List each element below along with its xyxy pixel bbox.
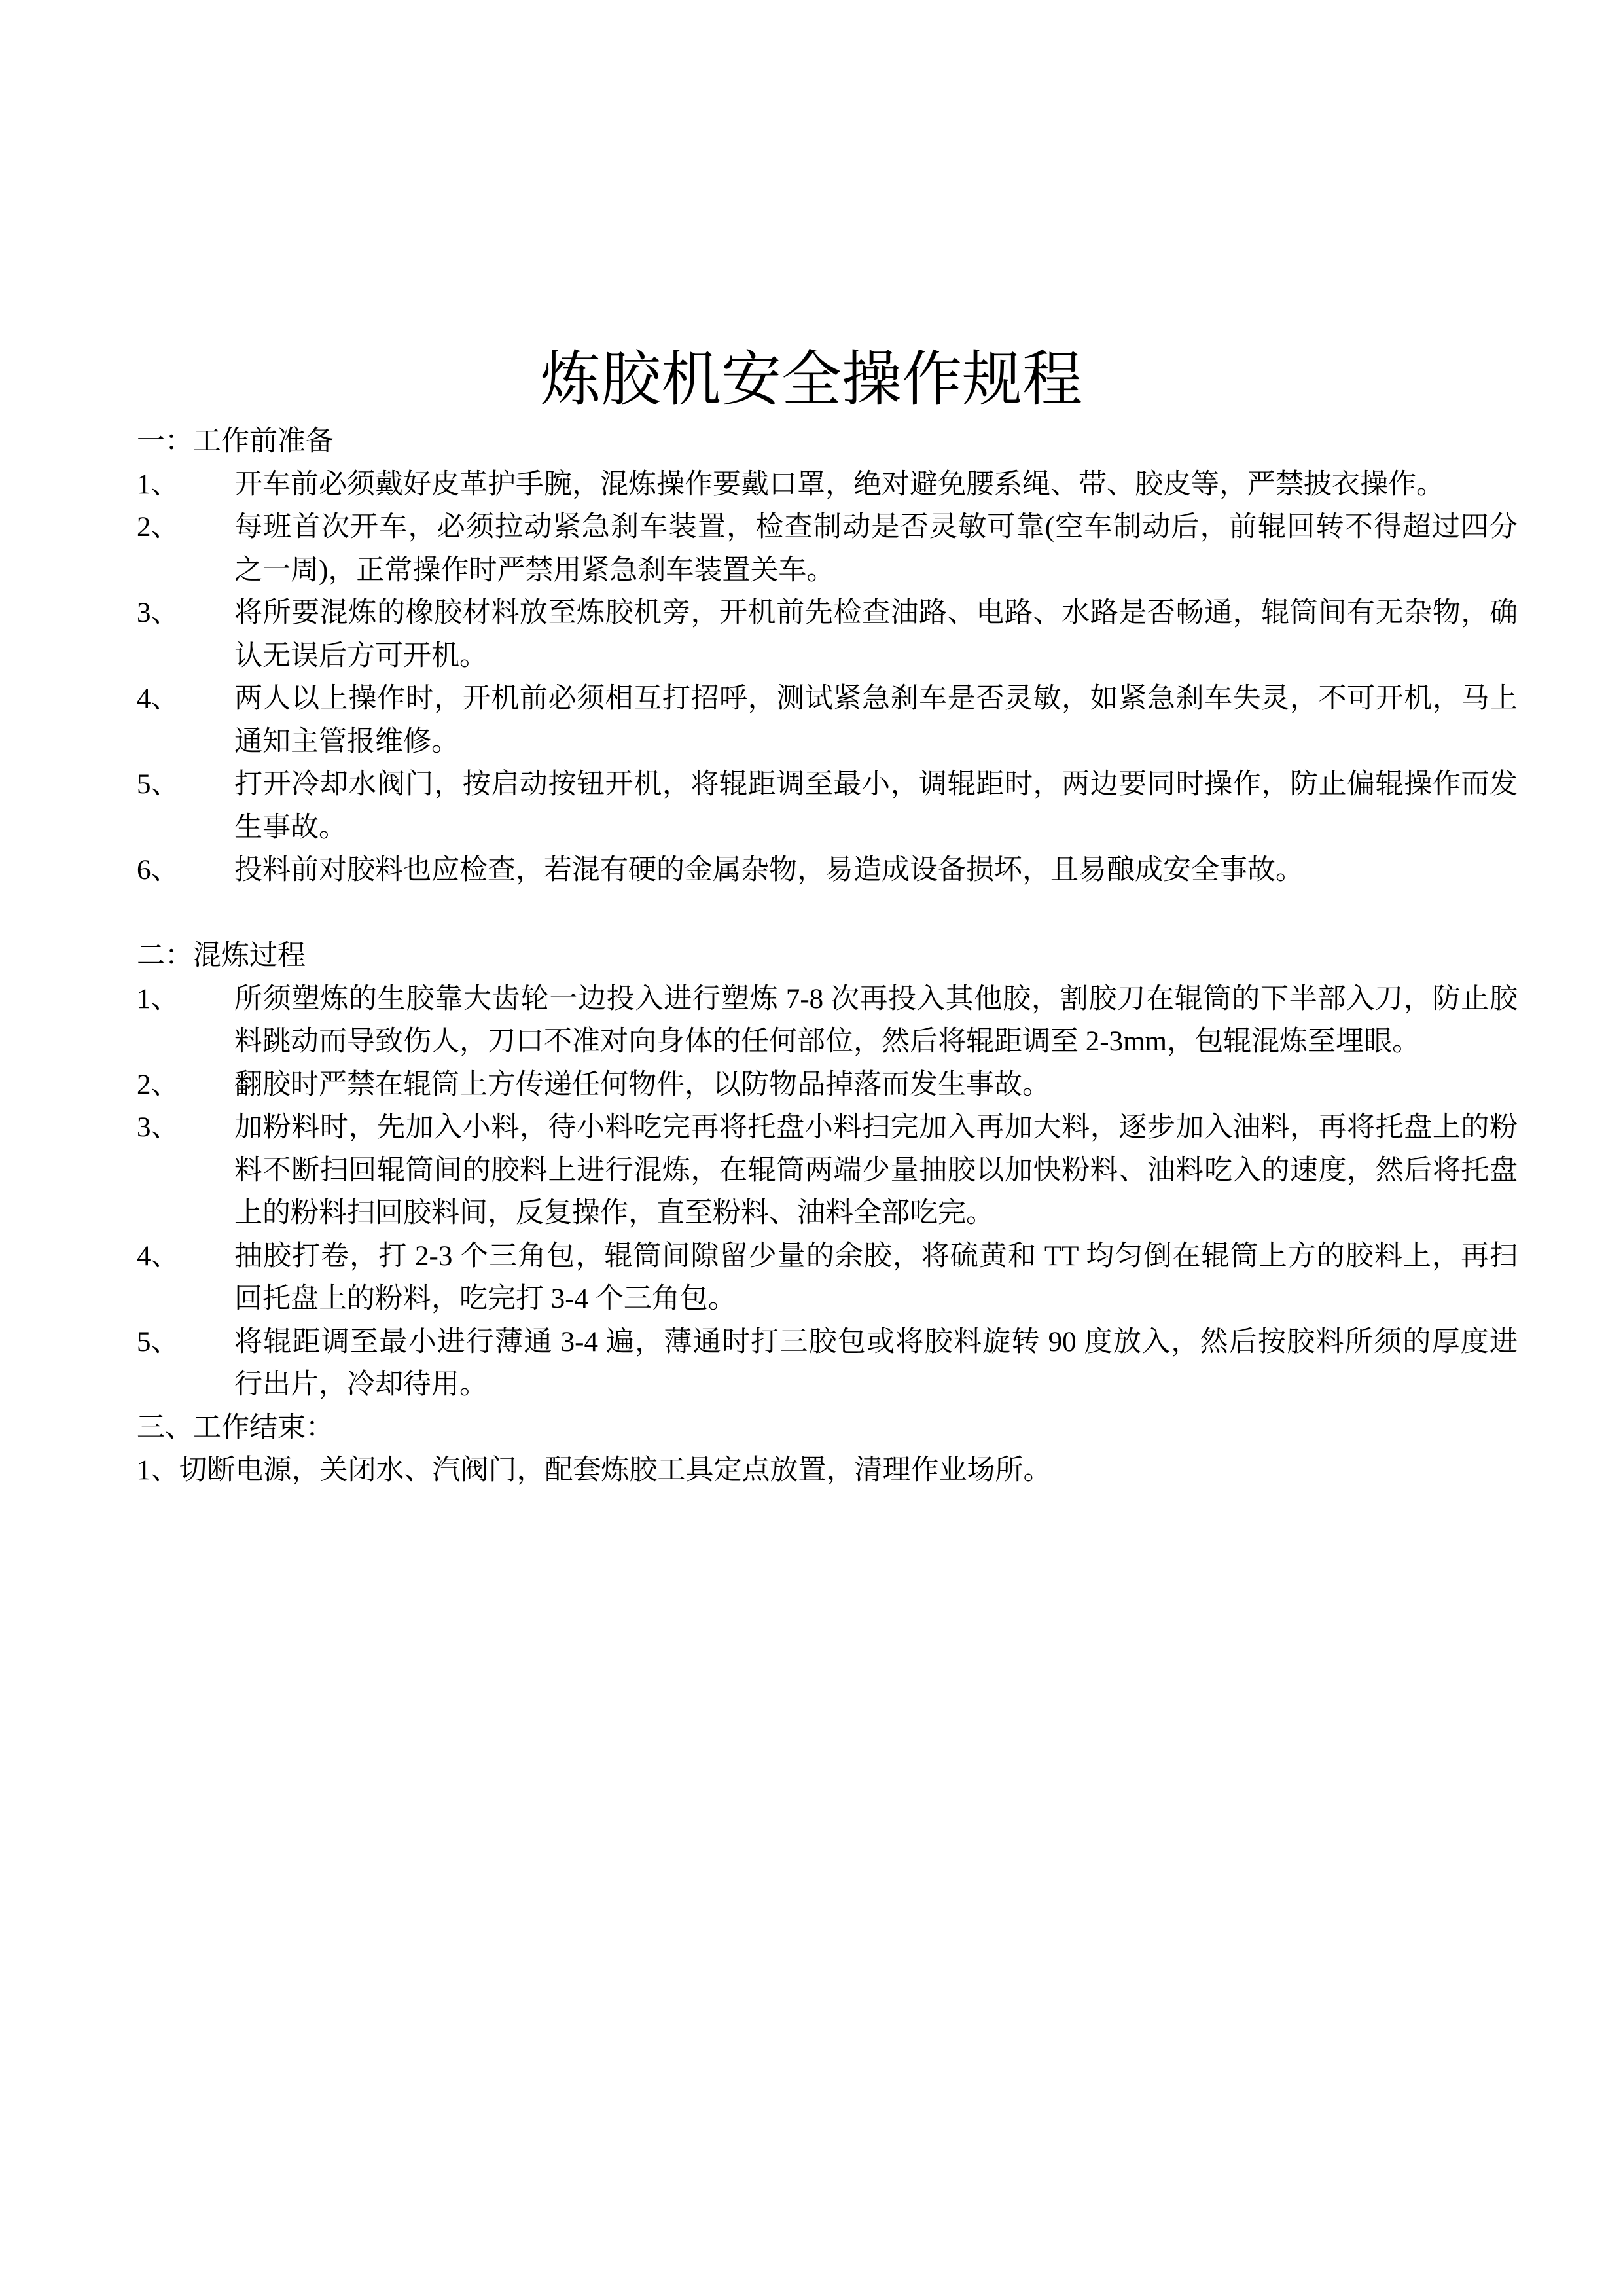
item-text <box>234 1106 1518 1235</box>
finish-item: 1、切断电源，关闭水、汽阀门，配套炼胶工具定点放置，清理作业场所。 <box>137 1455 1052 1486</box>
item-text-line: 打开冷却水阀门，按启动按钮开机，将辊距调至最小，调辊距时，两边要同时操作，防止偏辊操作而发 <box>234 769 1518 800</box>
item-text-line: 上的粉料扫回胶料间，反复操作，直至粉料、油料全部吃完。 <box>234 1198 994 1229</box>
item-text <box>234 506 1518 592</box>
item-text-line: 翻胶时严禁在辊筒上方传递任何物件，以防物品掉落而发生事故。 <box>234 1069 1050 1100</box>
item-text <box>234 849 1518 892</box>
item-text-line: 投料前对胶料也应检查，若混有硬的金属杂物，易造成设备损坏，且易酿成安全事故。 <box>234 855 1304 886</box>
list-item <box>137 592 1518 677</box>
section-heading-preparation: 一：工作前准备 <box>137 426 334 457</box>
item-number: 5、 <box>137 769 179 800</box>
item-text-line: 通知主管报维修。 <box>234 726 459 757</box>
item-text-line: 料不断扫回辊筒间的胶料上进行混炼，在辊筒两端少量抽胶以加快粉料、油料吃入的速度，然后将托盘 <box>234 1155 1518 1186</box>
item-text <box>234 463 1518 507</box>
item-text <box>234 592 1518 677</box>
section-preparation-items <box>137 463 1518 892</box>
item-text <box>234 1235 1518 1321</box>
item-text-line: 开车前必须戴好皮革护手腕，混炼操作要戴口罩，绝对避免腰系绳、带、胶皮等，严禁披衣操作。 <box>234 469 1444 500</box>
item-number: 6、 <box>137 855 179 886</box>
item-number: 3、 <box>137 598 179 628</box>
list-item <box>137 849 1518 892</box>
item-number: 2、 <box>137 512 179 543</box>
document-body <box>137 420 1518 1492</box>
item-text-line: 行出片，冷却待用。 <box>234 1369 488 1400</box>
list-item <box>137 506 1518 592</box>
item-text-line: 认无误后方可开机。 <box>234 640 488 672</box>
list-item <box>137 677 1518 763</box>
item-text <box>234 677 1518 763</box>
list-item <box>137 1321 1518 1407</box>
item-text-line: 回托盘上的粉料，吃完打 3-4 个三角包。 <box>234 1283 736 1314</box>
item-text-line: 之一周)，正常操作时严禁用紧急刹车装置关车。 <box>234 554 835 586</box>
item-text-line: 每班首次开车，必须拉动紧急刹车装置，检查制动是否灵敏可靠(空车制动后，前辊回转不得超过四分 <box>234 512 1518 543</box>
item-text <box>234 1064 1518 1107</box>
list-item <box>137 1064 1518 1107</box>
list-item <box>137 1235 1518 1321</box>
document-title: 炼胶机安全操作规程 <box>540 344 1082 414</box>
list-item <box>137 763 1518 849</box>
item-text-line: 加粉料时，先加入小料，待小料吃完再将托盘小料扫完加入再加大料，逐步加入油料，再将托盘上的粉 <box>234 1112 1518 1143</box>
item-text <box>234 1321 1518 1407</box>
item-text <box>234 763 1518 849</box>
section-heading-mixing: 二：混炼过程 <box>137 941 306 971</box>
item-text-line: 所须塑炼的生胶靠大齿轮一边投入进行塑炼 7-8 次再投入其他胶，割胶刀在辊筒的下半部入刀，防止胶 <box>234 983 1518 1014</box>
item-text-line: 料跳动而导致伤人，刀口不准对向身体的任何部位，然后将辊距调至 2-3mm，包辊混炼至埋眼。 <box>234 1026 1420 1057</box>
item-text-line: 生事故。 <box>234 812 347 843</box>
list-item <box>137 463 1518 507</box>
item-number: 4、 <box>137 683 179 714</box>
item-number: 1、 <box>137 983 179 1014</box>
item-text-line: 两人以上操作时，开机前必须相互打招呼，测试紧急刹车是否灵敏，如紧急刹车失灵，不可开机，马上 <box>234 683 1518 714</box>
spacer <box>137 892 1518 935</box>
item-number: 3、 <box>137 1112 179 1143</box>
item-text-line: 将所要混炼的橡胶材料放至炼胶机旁，开机前先检查油路、电路、水路是否畅通，辊筒间有无杂物，确 <box>234 598 1518 628</box>
list-item <box>137 978 1518 1064</box>
list-item <box>137 1106 1518 1235</box>
item-number: 2、 <box>137 1069 179 1100</box>
item-text <box>234 978 1518 1064</box>
section-heading-finish: 三、工作结束： <box>137 1412 334 1443</box>
item-number: 4、 <box>137 1240 179 1272</box>
item-text-line: 将辊距调至最小进行薄通 3-4 遍，薄通时打三胶包或将胶料旋转 90 度放入，然后按胶料所须的厚度进 <box>234 1326 1518 1357</box>
section-mixing-items <box>137 978 1518 1407</box>
item-number: 1、 <box>137 469 179 500</box>
item-number: 5、 <box>137 1326 179 1357</box>
item-text-line: 抽胶打卷，打 2-3 个三角包，辊筒间隙留少量的余胶，将硫黄和 TT 均匀倒在辊筒上方的胶料上，再扫 <box>234 1240 1518 1272</box>
